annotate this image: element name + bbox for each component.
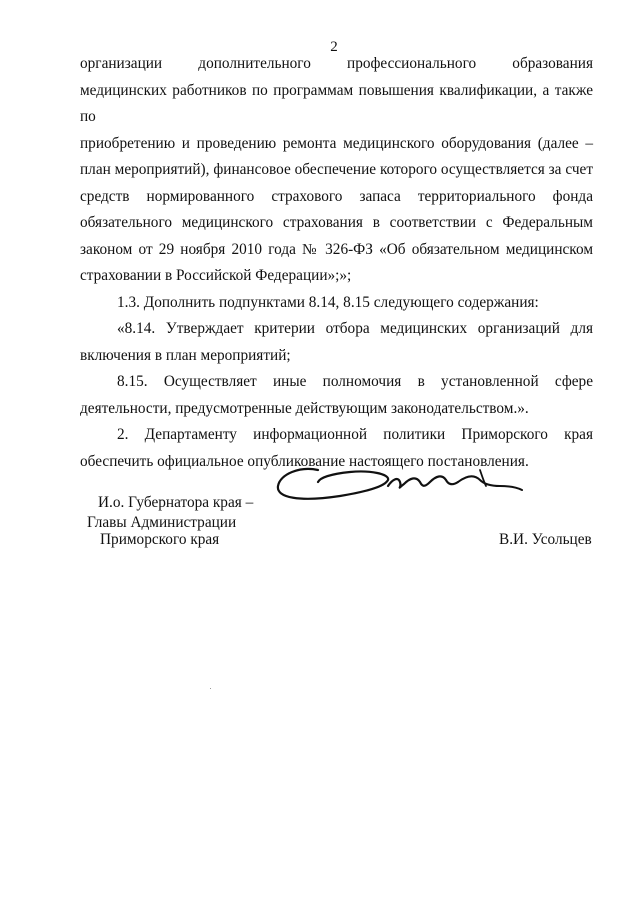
text-line: 8.15. Осуществляет иные полномочия в установленной сфере <box>117 373 593 390</box>
document-body <box>80 51 593 475</box>
signatory-title-line-2: Главы Администрации <box>87 514 237 531</box>
paragraph-8-14 <box>80 316 593 369</box>
paragraph-continuation <box>80 51 593 290</box>
signatory-title-line-3: Приморского края <box>100 531 220 548</box>
text-line: включения в план мероприятий; <box>80 346 291 364</box>
signatory-title-line-1: И.о. Губернатора края – <box>98 494 254 511</box>
text-line: 2. Департаменту информационной политики Приморского края <box>117 426 593 443</box>
page-number: 2 <box>330 39 338 55</box>
text-line: «8.14. Утверждает критерии отбора медицинских организаций для <box>117 320 593 337</box>
signatory-name: В.И. Усольцев <box>499 531 592 548</box>
text-line: приобретению и проведению ремонта медицинского оборудования (далее – <box>80 134 593 152</box>
paragraph-8-15 <box>80 369 593 422</box>
text-line: организации дополнительного профессионального образования <box>80 55 593 72</box>
text-line: обязательного медицинского страхования в соответствии с Федеральным <box>80 214 593 231</box>
scan-speck <box>210 688 211 689</box>
text-line: обеспечить официальное опубликование настоящего постановления. <box>80 452 529 470</box>
text-line: страховании в Российской Федерации»;»; <box>80 267 352 284</box>
paragraph-1-3: 1.3. Дополнить подпунктами 8.14, 8.15 следующего содержания: <box>117 293 539 311</box>
text-line: средств нормированного страхового запаса территориального фонда <box>80 187 593 205</box>
text-line: деятельности, предусмотренные действующим законодательством.». <box>80 399 529 417</box>
text-line: план мероприятий), финансовое обеспечение которого осуществляется за счет <box>80 161 593 178</box>
text-line: законом от 29 ноября 2010 года № 326-ФЗ «Об обязательном медицинском <box>80 240 593 258</box>
text-line: медицинских работников по программам повышения квалификации, а также по <box>80 81 593 125</box>
handwritten-signature <box>270 456 530 508</box>
